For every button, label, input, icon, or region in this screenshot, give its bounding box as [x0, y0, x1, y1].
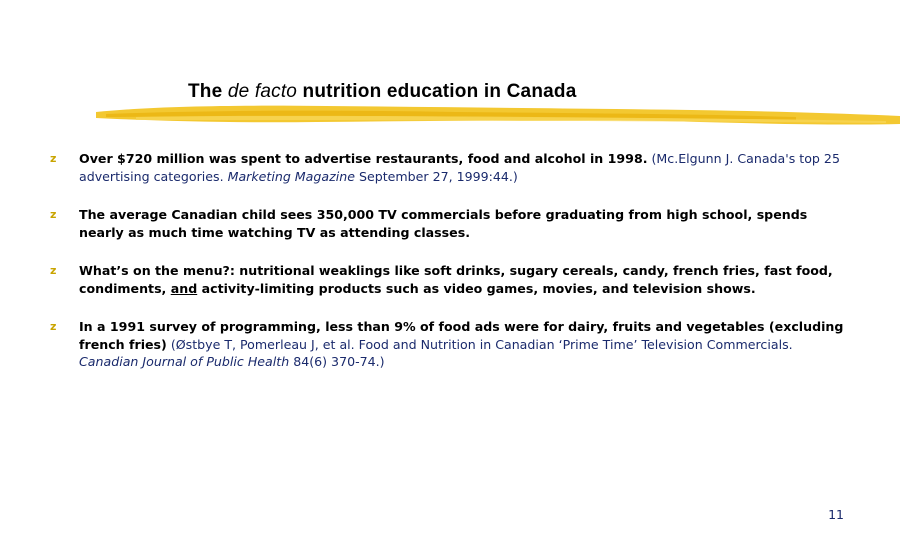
bullet-icon: z [50, 264, 57, 277]
bullet-text: Over $720 million was spent to advertise restaurants, food and alcohol in 1998. [79, 151, 648, 166]
brush-stroke-underline [96, 102, 900, 134]
bullet-text: The average Canadian child sees 350,000 TV commercials before graduating from high school, spends nearly as much time watching TV as attending classes. [79, 207, 808, 240]
title-italic: de facto [227, 81, 298, 102]
bullet-menu [50, 262, 850, 297]
bullet-text-part: What’s on the menu?: nutritional weaklings like soft drinks, sugary cereals, candy, french fries, fast food, condiments, [79, 263, 833, 296]
bullet-survey [50, 318, 850, 371]
bullet-icon: z [50, 152, 57, 165]
bullet-icon: z [50, 320, 57, 333]
citation-text: (Østbye T, Pomerleau J, et al. Food and Nutrition in Canadian ‘Prime Time’ Television Commercials. [166, 336, 793, 352]
underlined-word: and [170, 280, 198, 296]
reference-citation [79, 337, 793, 370]
title-prefix: The [188, 81, 228, 102]
title-suffix: nutrition education in Canada [297, 81, 577, 102]
page-number: 11 [828, 507, 844, 522]
citation-pages: 84(6) 370-74.) [289, 354, 385, 369]
citation-journal: Canadian Journal of Public Health [79, 354, 290, 369]
slide-title [188, 80, 576, 104]
citation-date: September 27, 1999:44.) [354, 168, 518, 184]
citation-text: (Mc.Elgunn J. Canada's top 25 advertising categories. [79, 151, 840, 184]
bullet-tv-commercials [50, 206, 850, 241]
bullet-text: In a 1991 survey of programming, less than 9% of food ads were for dairy, fruits and vegetables (excluding french fries) [79, 319, 844, 352]
bullet-text-part: activity-limiting products such as video games, movies, and television shows. [197, 280, 756, 296]
citation-journal: Marketing Magazine [227, 168, 355, 184]
bullet-list [50, 150, 850, 392]
bullet-icon: z [50, 208, 57, 221]
bullet-text [79, 263, 833, 296]
bullet-ad-spending [50, 150, 850, 185]
